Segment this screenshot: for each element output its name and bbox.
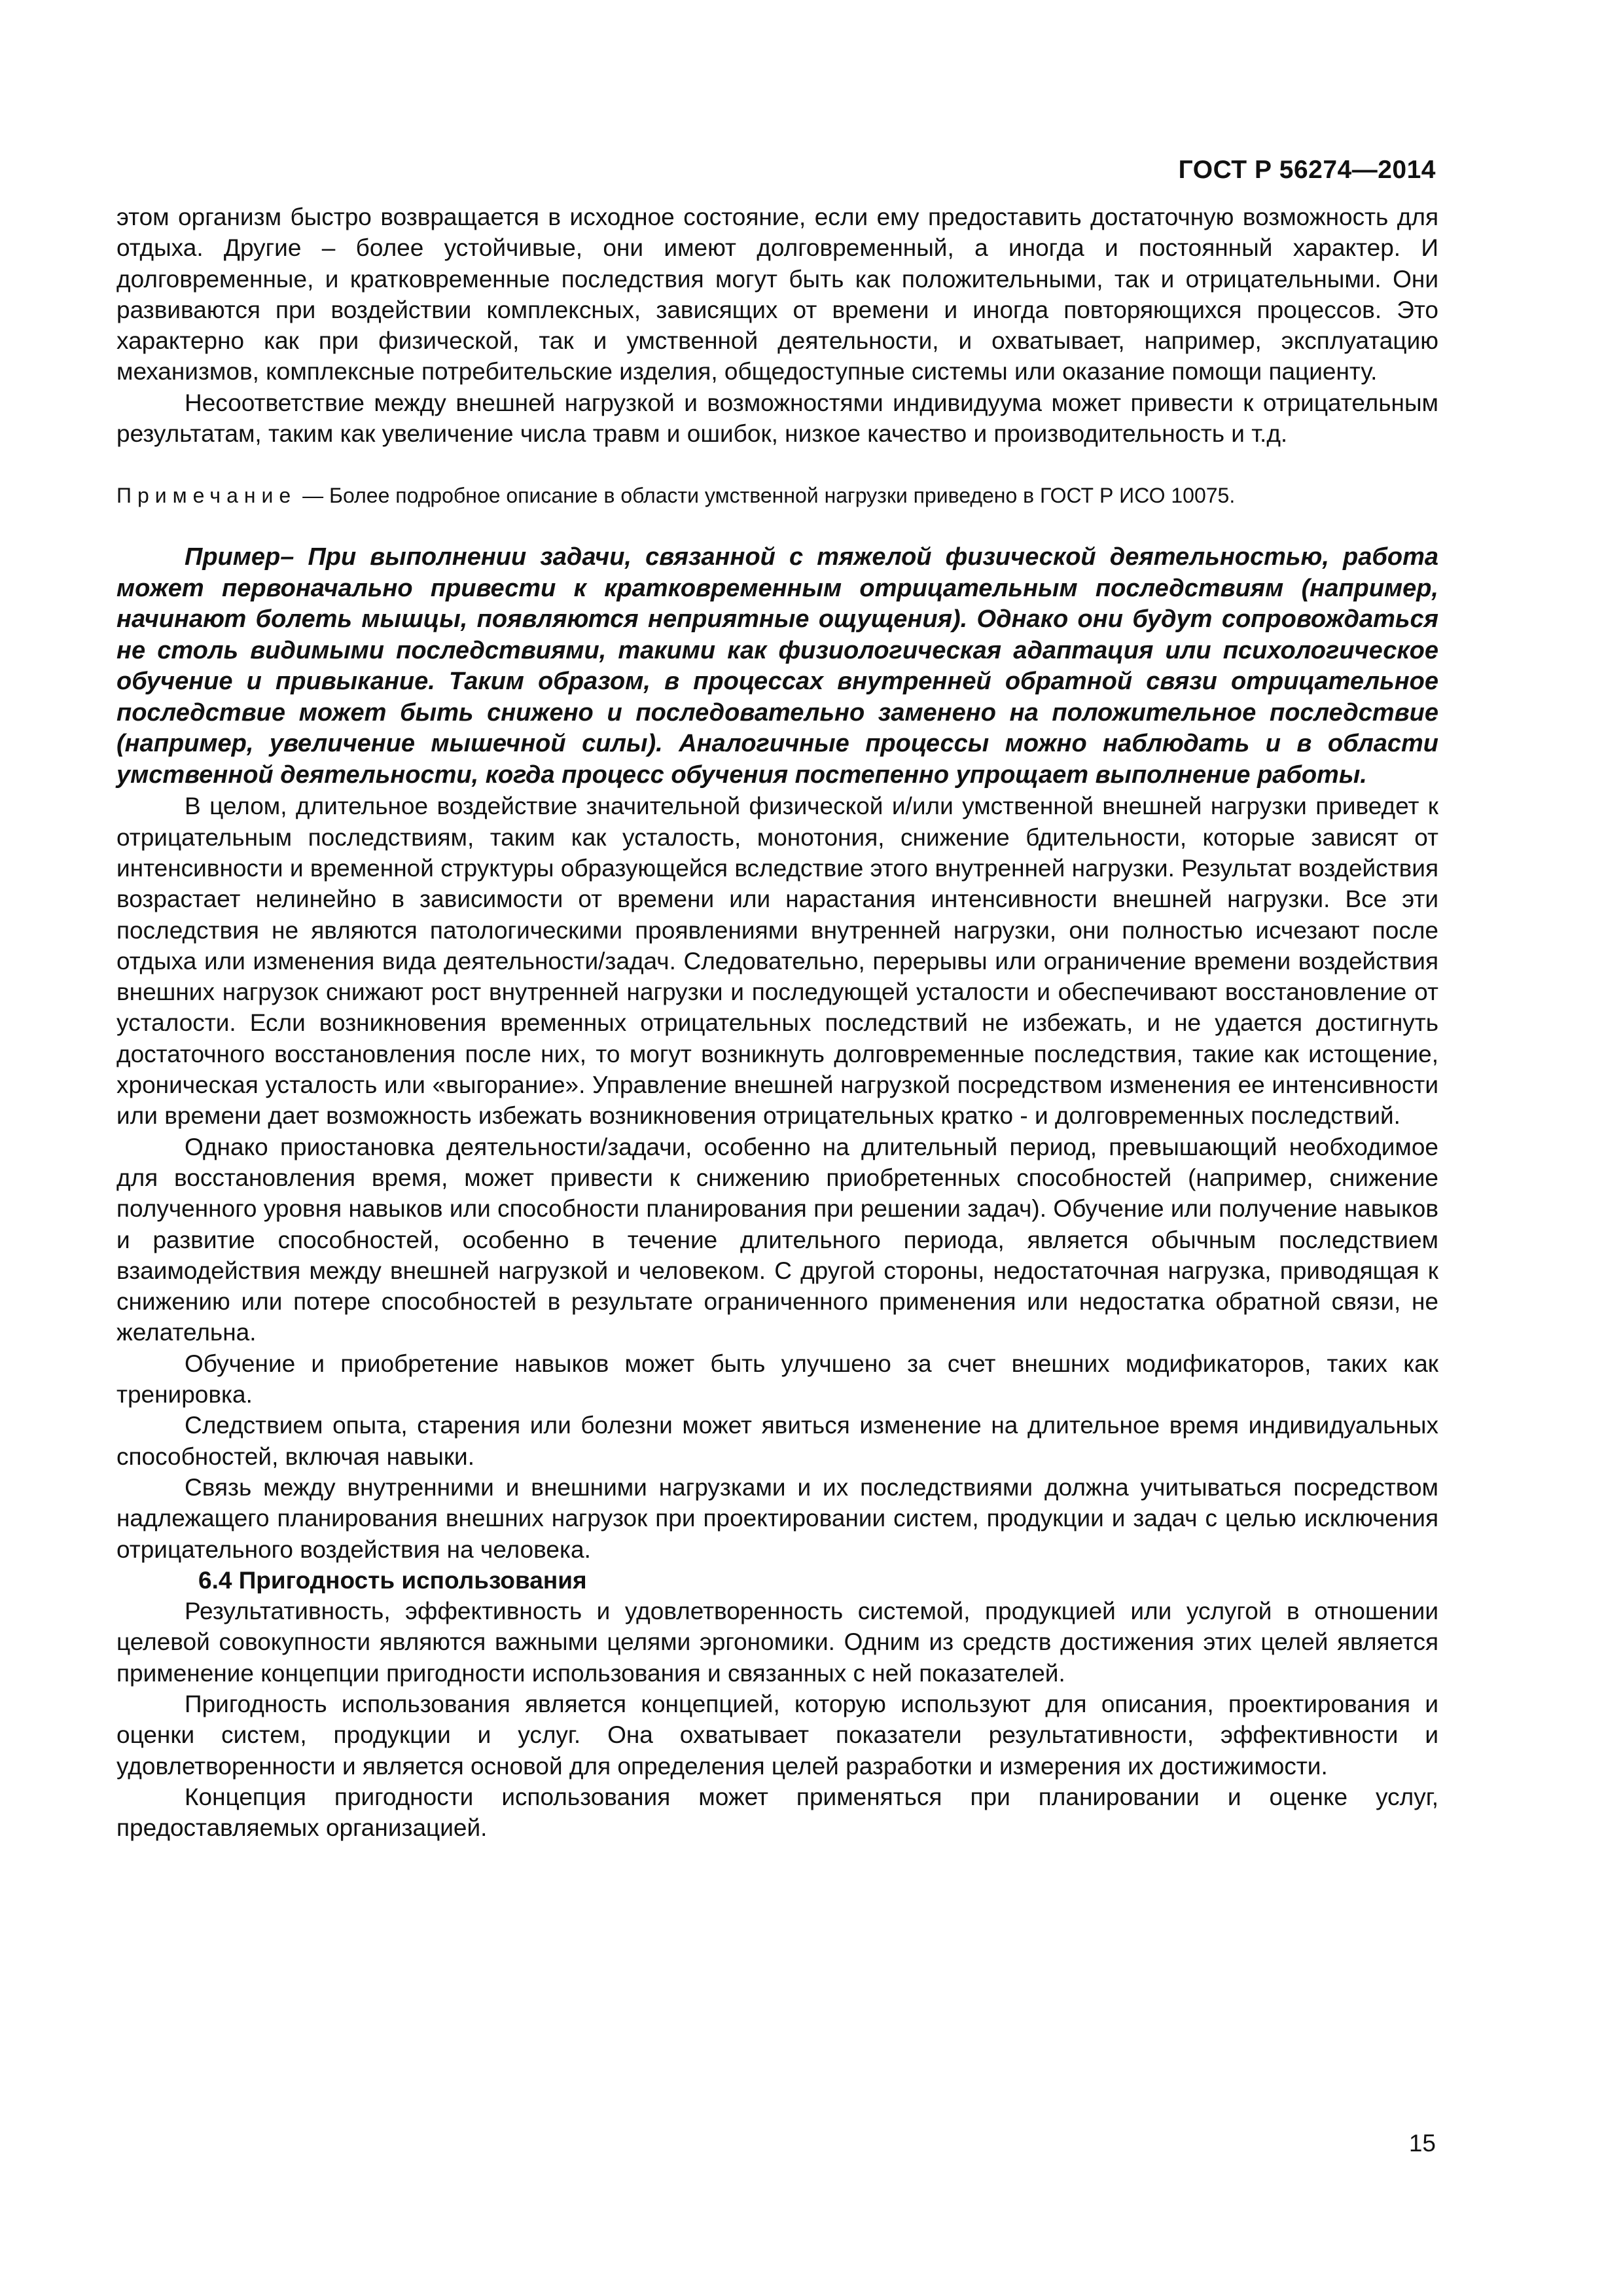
paragraph: Несоответствие между внешней нагрузкой и возможностями индивидуума может привести к отрицательным результатам, таким как увеличение числа травм и ошибок, низкое качество и производительность и т.д. [116,389,1438,448]
page-number: 15 [1408,2130,1436,2157]
paragraph: Пригодность использования является концепцией, которую используют для описания, проектирования и оценки систем, продукции и услуг. Она охватывает показатели результативности, эффективности и удовлетворенности и является основой для определения целей разработки и измерения их достижимости. [116,1690,1438,1780]
paragraph-continued: этом организм быстро возвращается в исходное состояние, если ему предоставить достаточную возможность для отдыха. Другие – более устойчивые, они имеют долговременный, а иногда и постоянный характер. И долговременные, и кратковременные последствия могут быть как положительными, так и отрицательными. Они развиваются при воздействии комплексных, зависящих от времени и иногда повторяющихся процессов. Это характерно как при физической, так и умственной деятельности, и охватывает, например, эксплуатацию механизмов, комплексные потребительские изделия, общедоступные системы или оказание помощи пациенту. [116,204,1438,386]
example-block: Пример– При выполнении задачи, связанной с тяжелой физической деятельностью, работа может первоначально привести к кратковременным отрицательным последствиям (например, начинают болеть мышцы, появляются неприятные ощущения). Однако они будут сопровождаться не столь видимыми последствиями, такими как физиологическая адаптация или психологическое обучение и привыкание. Таким образом, в процессах внутренней обратной связи отрицательное последствие может быть снижено и последовательно заменено на положительное последствие (например, увеличение мышечной силы). Аналогичные процессы можно наблюдать и в области умственной деятельности, когда процесс обучения постепенно упрощает выполнение работы. [116,543,1438,789]
paragraph: Однако приостановка деятельности/задачи, особенно на длительный период, превышающий необходимое для восстановления время, может привести к снижению приобретенных способностей (например, снижение полученного уровня навыков или способности планирования при решении задач). Обучение или получение навыков и развитие способностей, особенно в течение длительного периода, является обычным последствием взаимодействия между внешней нагрузкой и человеком. С другой стороны, недостаточная нагрузка, приводящая к снижению или потере способностей в результате ограниченного применения или недостатка обратной связи, не желательна. [116,1133,1438,1346]
note-label: Примечание [116,484,297,508]
note [116,480,1438,511]
section-heading: 6.4 Пригодность использования [198,1566,587,1594]
paragraph: Концепция пригодности использования может применяться при планировании и оценке услуг, предоставляемых организацией. [116,1783,1438,1842]
page-content [116,202,1438,1843]
document-code-header: ГОСТ Р 56274—2014 [1178,156,1436,184]
paragraph: Следствием опыта, старения или болезни может явиться изменение на длительное время индивидуальных способностей, включая навыки. [116,1412,1438,1470]
note-text: — Более подробное описание в области умственной нагрузки приведено в ГОСТ Р ИСО 10075. [296,484,1236,508]
paragraph: В целом, длительное воздействие значительной физической и/или умственной внешней нагрузки приведет к отрицательным последствиям, таким как усталость, монотония, снижение бдительности, которые зависят от интенсивности и временной структуры образующейся вследствие этого внутренней нагрузки. Результат воздействия возрастает нелинейно в зависимости от времени или нарастания интенсивности внешней нагрузки. Все эти последствия не являются патологическими проявлениями внутренней нагрузки, они полностью исчезают после отдыха или изменения вида деятельности/задач. Следовательно, перерывы или ограничение времени воздействия внешних нагрузок снижают рост внутренней нагрузки и последующей усталости и обеспечивают восстановление от усталости. Если возникновения временных отрицательных последствий не избежать, и не удается достигнуть достаточного восстановления после них, то могут возникнуть долговременные последствия, такие как истощение, хроническая усталость или «выгорание». Управление внешней нагрузкой посредством изменения ее интенсивности или времени дает возможность избежать возникновения отрицательных кратко - и долговременных последствий. [116,793,1438,1130]
paragraph: Связь между внутренними и внешними нагрузками и их последствиями должна учитываться посредством надлежащего планирования внешних нагрузок при проектировании систем, продукции и задач с целью исключения отрицательного воздействия на человека. [116,1473,1438,1563]
paragraph: Результативность, эффективность и удовлетворенность системой, продукцией или услугой в отношении целевой совокупности являются важными целями эргономики. Одним из средств достижения этих целей является применение концепции пригодности использования и связанных с ней показателей. [116,1598,1438,1687]
paragraph: Обучение и приобретение навыков может быть улучшено за счет внешних модификаторов, таких как тренировка. [116,1350,1438,1408]
